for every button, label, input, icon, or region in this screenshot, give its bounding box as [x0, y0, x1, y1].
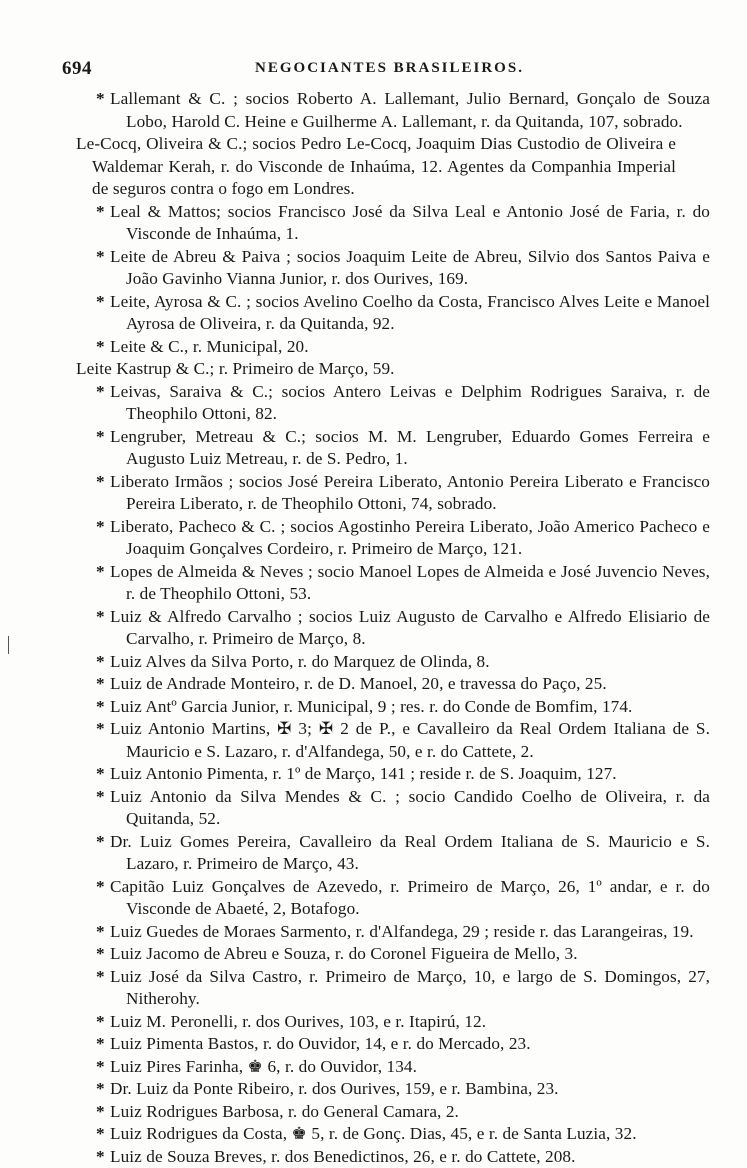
entry-text: Capitão Luiz Gonçalves de Azevedo, r. Primeiro de Março, 26, 1º andar, e r. do Visconde de Abaeté, 2, Botafogo. [110, 877, 710, 919]
entry-marker: * [96, 651, 110, 674]
entry-text: Lengruber, Metreau & C.; socios M. M. Lengruber, Eduardo Gomes Ferreira e Augusto Luiz Metreau, r. de S. Pedro, 1. [110, 427, 710, 469]
entry-marker: * [96, 943, 110, 966]
entry-text: Luiz M. Peronelli, r. dos Ourives, 103, e r. Itapirú, 12. [110, 1012, 486, 1031]
entry-marker: * [96, 1011, 110, 1034]
directory-entry [126, 786, 710, 831]
entry-marker: * [96, 336, 110, 359]
directory-entry [126, 1011, 710, 1034]
entry-marker: * [96, 246, 110, 269]
page-header [62, 58, 717, 82]
entry-marker: * [96, 696, 110, 719]
directory-entry [126, 943, 710, 966]
entry-text: Leal & Mattos; socios Francisco José da Silva Leal e Antonio José de Faria, r. do Visconde de Inhaúma, 1. [110, 202, 710, 244]
entry-text: Luiz Rodrigues Barbosa, r. do General Camara, 2. [110, 1102, 459, 1121]
entry-text: Luiz Guedes de Moraes Sarmento, r. d'Alfandega, 29 ; reside r. das Larangeiras, 19. [110, 922, 694, 941]
entry-text: Lopes de Almeida & Neves ; socio Manoel Lopes de Almeida e José Juvencio Neves, r. de Theophilo Ottoni, 53. [110, 562, 710, 604]
directory-entry [126, 1101, 710, 1124]
entry-marker: * [96, 426, 110, 449]
entry-text: Luiz Antonio Pimenta, r. 1º de Março, 141 ; reside r. de S. Joaquim, 127. [110, 764, 617, 783]
directory-entries [0, 88, 747, 1168]
directory-entry [126, 606, 710, 651]
entry-marker: * [96, 471, 110, 494]
entry-marker: * [96, 381, 110, 404]
directory-entry [126, 876, 710, 921]
entry-text: Lallemant & C. ; socios Roberto A. Lallemant, Julio Bernard, Gonçalo de Souza Lobo, Harold C. Heine e Guilherme A. Lallemant, r. da Quitanda, 107, sobrado. [110, 89, 710, 131]
directory-entry [126, 1078, 710, 1101]
entry-text: Luiz Pires Farinha, ♚ 6, r. do Ouvidor, 134. [110, 1057, 417, 1076]
directory-entry [126, 336, 710, 359]
entry-marker: * [96, 673, 110, 696]
entry-text: Dr. Luiz da Ponte Ribeiro, r. dos Ourives, 159, e r. Bambina, 23. [110, 1079, 559, 1098]
directory-entry [126, 696, 710, 719]
entry-marker: * [96, 921, 110, 944]
entry-marker: * [96, 1146, 110, 1168]
directory-entry [92, 358, 676, 381]
directory-entry [126, 1033, 710, 1056]
entry-marker: * [96, 561, 110, 584]
entry-text: Le-Cocq, Oliveira & C.; socios Pedro Le-Cocq, Joaquim Dias Custodio de Oliveira e Waldemar Kerah, r. do Visconde de Inhaúma, 12. Agentes da Companhia Imperial de seguros contra o fogo em Londres. [76, 134, 676, 198]
entry-text: Luiz Rodrigues da Costa, ♚ 5, r. de Gonç. Dias, 45, e r. de Santa Luzia, 32. [110, 1124, 637, 1143]
directory-entry [126, 561, 710, 606]
entry-text: Leite & C., r. Municipal, 20. [110, 337, 309, 356]
entry-marker: * [96, 1056, 110, 1079]
entry-text: Leivas, Saraiva & C.; socios Antero Leivas e Delphim Rodrigues Saraiva, r. de Theophilo Ottoni, 82. [110, 382, 710, 424]
entry-marker: * [96, 291, 110, 314]
entry-text: Liberato, Pacheco & C. ; socios Agostinho Pereira Liberato, João Americo Pacheco e Joaquim Gonçalves Cordeiro, r. Primeiro de Março, 121. [110, 517, 710, 559]
entry-marker: * [96, 1101, 110, 1124]
entry-marker: * [96, 718, 110, 741]
entry-marker: * [96, 88, 110, 111]
directory-entry [126, 831, 710, 876]
directory-entry [126, 921, 710, 944]
entry-marker: * [96, 516, 110, 539]
directory-entry [126, 966, 710, 1011]
entry-marker: * [96, 831, 110, 854]
entry-text: Luiz Pimenta Bastos, r. do Ouvidor, 14, e r. do Mercado, 23. [110, 1034, 531, 1053]
directory-entry [126, 718, 710, 763]
directory-entry [126, 246, 710, 291]
entry-marker: * [96, 763, 110, 786]
entry-text: Luiz Antonio Martins, ✠ 3; ✠ 2 de P., e Cavalleiro da Real Ordem Italiana de S. Mauricio e S. Lazaro, r. d'Alfandega, 50, e r. do Cattete, 2. [110, 719, 710, 761]
page-number: 694 [62, 58, 92, 80]
entry-marker: * [96, 201, 110, 224]
entry-marker: * [96, 606, 110, 629]
entry-marker: * [96, 876, 110, 899]
directory-entry [126, 426, 710, 471]
directory-entry [126, 516, 710, 561]
entry-marker: * [96, 786, 110, 809]
directory-entry [126, 471, 710, 516]
entry-text: Luiz de Andrade Monteiro, r. de D. Manoel, 20, e travessa do Paço, 25. [110, 674, 607, 693]
directory-entry [126, 1056, 710, 1079]
entry-text: Luiz Alves da Silva Porto, r. do Marquez de Olinda, 8. [110, 652, 490, 671]
entry-text: Leite de Abreu & Paiva ; socios Joaquim Leite de Abreu, Silvio dos Santos Paiva e João Gavinho Vianna Junior, r. dos Ourives, 169. [110, 247, 710, 289]
directory-entry [126, 763, 710, 786]
directory-entry [126, 651, 710, 674]
directory-entry [126, 88, 710, 133]
directory-entry [126, 673, 710, 696]
directory-entry [126, 1123, 710, 1146]
entry-text: Leite Kastrup & C.; r. Primeiro de Março, 59. [76, 359, 395, 378]
entry-text: Dr. Luiz Gomes Pereira, Cavalleiro da Real Ordem Italiana de S. Mauricio e S. Lazaro, r. Primeiro de Março, 43. [110, 832, 710, 874]
entry-marker: * [96, 1033, 110, 1056]
running-head: NEGOCIANTES BRASILEIROS. [62, 60, 717, 77]
margin-mark [8, 636, 9, 654]
entry-text: Luiz Antº Garcia Junior, r. Municipal, 9 ; res. r. do Conde de Bomfim, 174. [110, 697, 632, 716]
entry-text: Luiz José da Silva Castro, r. Primeiro de Março, 10, e largo de S. Domingos, 27, Nitherohy. [110, 967, 710, 1009]
directory-entry [126, 291, 710, 336]
entry-marker: * [96, 1078, 110, 1101]
entry-marker: * [96, 966, 110, 989]
entry-marker: * [96, 1123, 110, 1146]
entry-text: Luiz Antonio da Silva Mendes & C. ; socio Candido Coelho de Oliveira, r. da Quitanda, 52. [110, 787, 710, 829]
entry-text: Liberato Irmãos ; socios José Pereira Liberato, Antonio Pereira Liberato e Francisco Pereira Liberato, r. de Theophilo Ottoni, 74, sobrado. [110, 472, 710, 514]
entry-text: Leite, Ayrosa & C. ; socios Avelino Coelho da Costa, Francisco Alves Leite e Manoel Ayrosa de Oliveira, r. da Quitanda, 92. [110, 292, 710, 334]
entry-text: Luiz & Alfredo Carvalho ; socios Luiz Augusto de Carvalho e Alfredo Elisiario de Carvalho, r. Primeiro de Março, 8. [110, 607, 710, 649]
directory-entry [92, 133, 676, 201]
directory-entry [126, 201, 710, 246]
entry-text: Luiz Jacomo de Abreu e Souza, r. do Coronel Figueira de Mello, 3. [110, 944, 578, 963]
directory-entry [126, 381, 710, 426]
entry-text: Luiz de Souza Breves, r. dos Benedictinos, 26, e r. do Cattete, 208. [110, 1147, 576, 1166]
directory-entry [126, 1146, 710, 1168]
